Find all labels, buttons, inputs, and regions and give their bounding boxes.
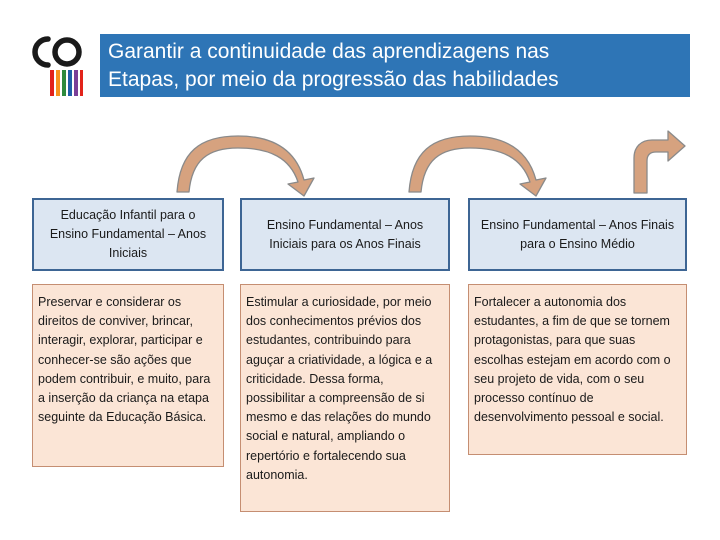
stage-box-1: [32, 198, 224, 271]
stage-box-3: [468, 198, 687, 271]
title-line-1: Garantir a continuidade das aprendizagens nas: [108, 40, 550, 63]
stage-description-1: Preservar e considerar os direitos de conviver, brincar, interagir, explorar, participar e conhecer-se são ações que podem contribuir, e muito, para a inserção da criança na etapa seguinte da Educação Básica.: [32, 284, 224, 467]
stage-description-3: Fortalecer a autonomia dos estudantes, a fim de que se tornem protagonistas, para que suas escolhas estejam em acordo com o seu projeto de vida, com o seu processo contínuo de desenvolvimento pessoal e social.: [468, 284, 687, 455]
curved-arrow-1-icon: [177, 136, 314, 196]
stage-title-3: Ensino Fundamental – Anos Finais para o Ensino Médio: [480, 217, 675, 251]
bent-up-arrow-icon: [634, 131, 685, 193]
curved-arrow-2-icon: [409, 136, 546, 196]
logo: [20, 30, 84, 98]
logo-mark: [35, 39, 83, 96]
stage-title-2: Ensino Fundamental – Anos Iniciais para os Anos Finais: [266, 217, 424, 251]
title-banner: [100, 34, 690, 97]
stage-description-2: Estimular a curiosidade, por meio dos conhecimentos prévios dos estudantes, contribuindo para aguçar a criatividade, a lógica e a criticidade. Dessa forma, possibilitar a compreensão de si mesmo e das relações do mundo social e natural, ampliando o repertório e fortalecendo sua autonomia.: [240, 284, 450, 512]
title-line-2: Etapas, por meio da progressão das habilidades: [108, 68, 559, 91]
stage-title-1: Educação Infantil para o Ensino Fundamental – Anos Iniciais: [49, 208, 207, 260]
stage-box-2: [240, 198, 450, 271]
